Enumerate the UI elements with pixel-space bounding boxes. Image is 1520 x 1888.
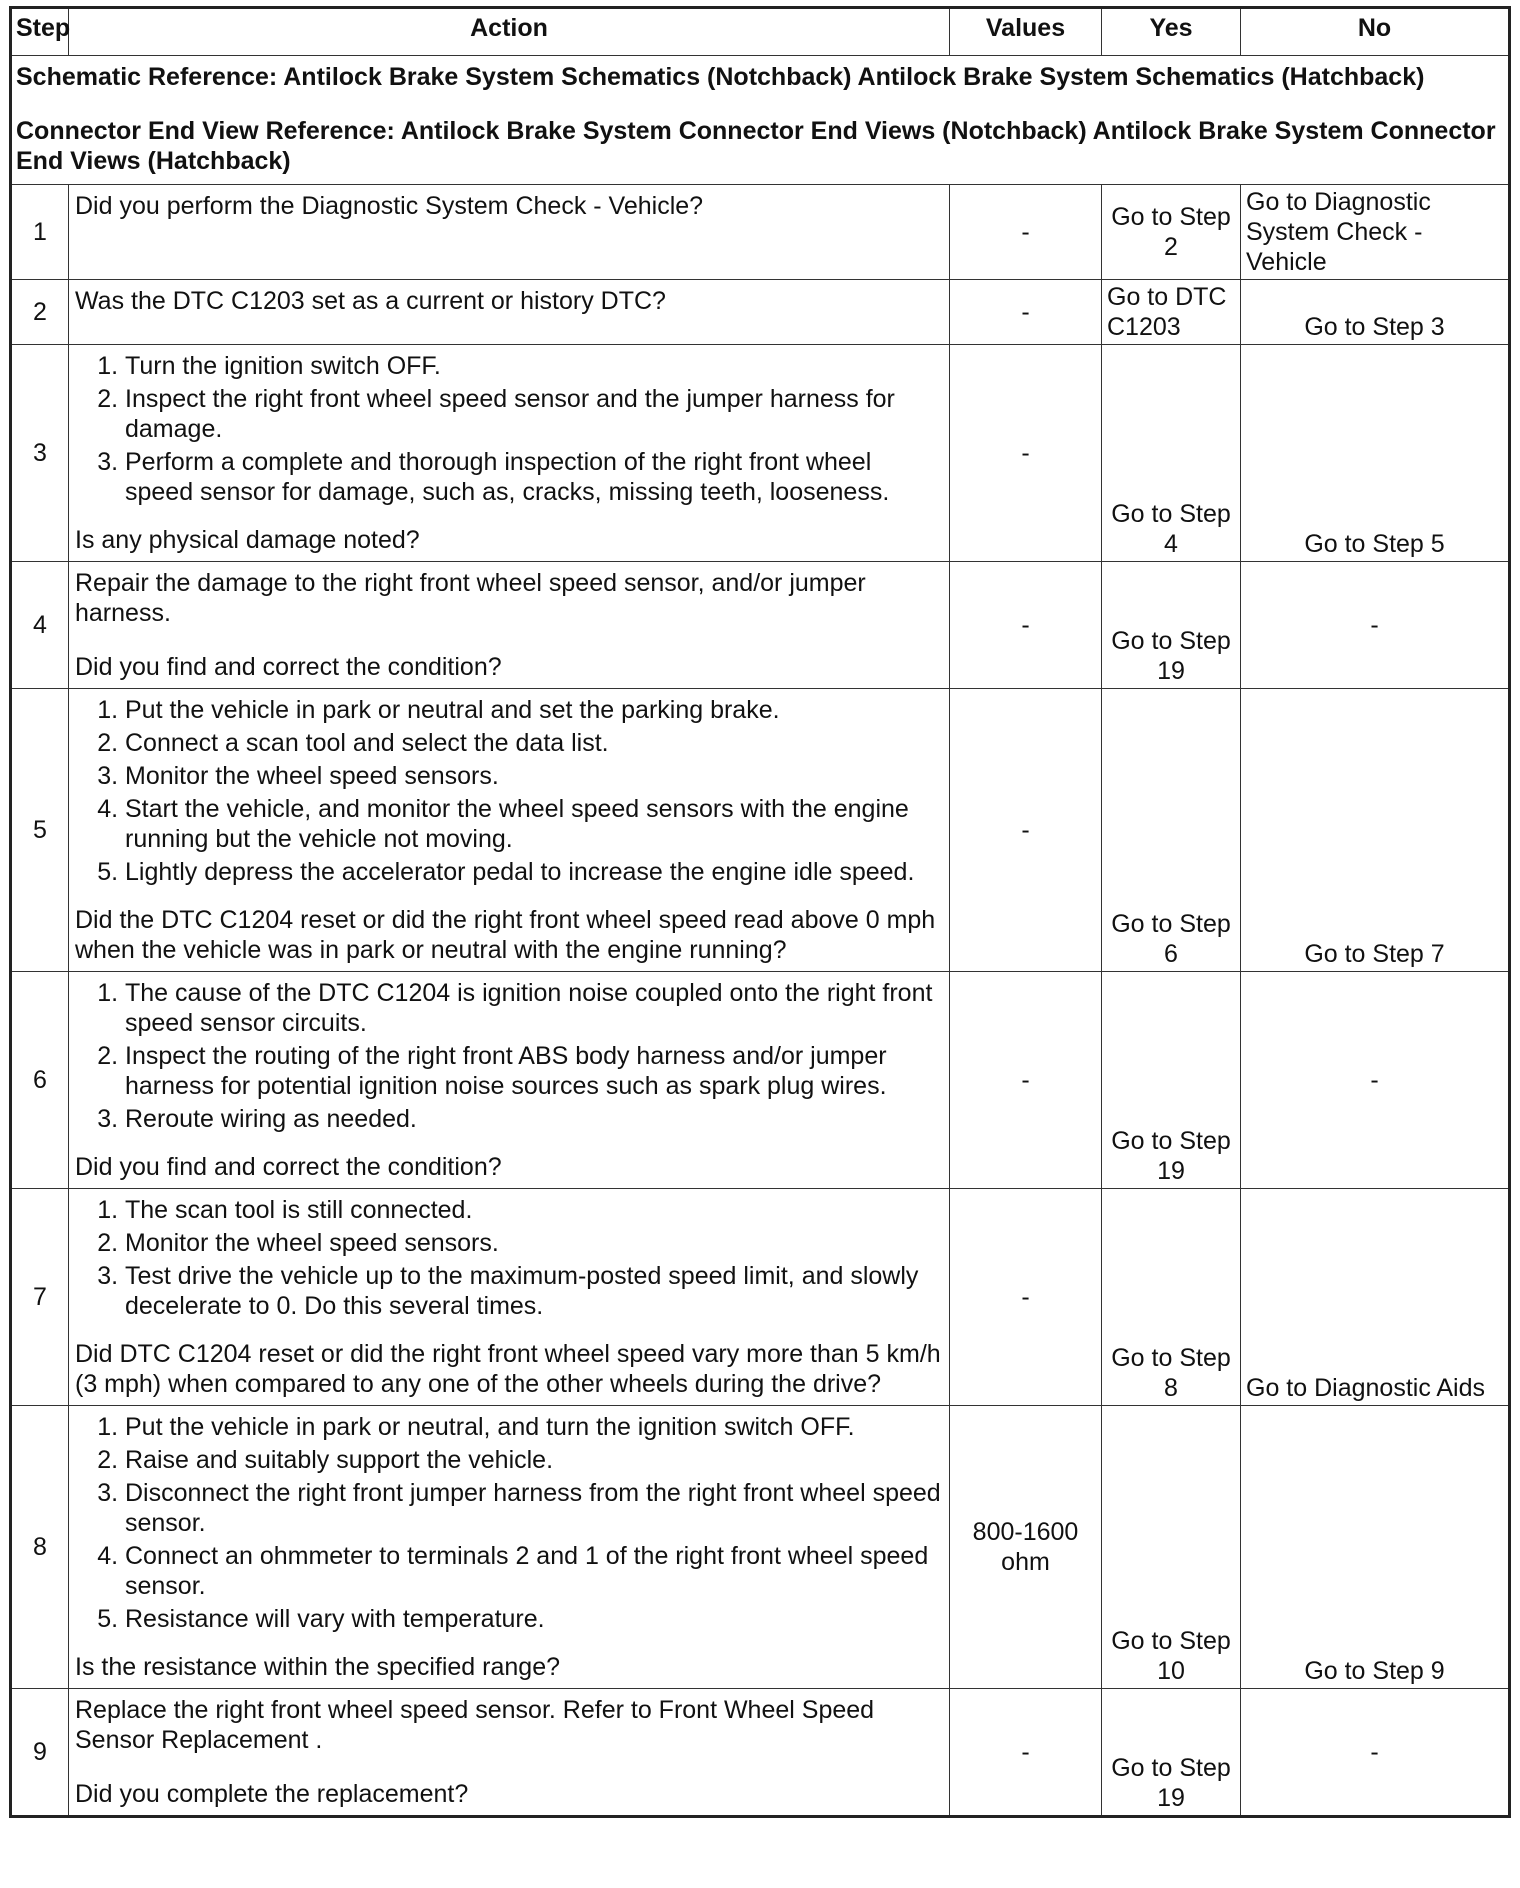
action-step-item: 5. Resistance will vary with temperature. [125, 1604, 943, 1634]
action-question: Did you complete the replacement? [75, 1780, 469, 1808]
step-yes: Go to Step 19 [1102, 1689, 1241, 1817]
step-no: Go to Step 3 [1241, 280, 1510, 345]
action-question: Did the DTC C1204 reset or did the right front wheel speed read above 0 mph when the vehicle was in park or neutral with the engine running? [75, 906, 936, 964]
reference-row [11, 56, 1510, 185]
step-row [11, 1689, 1510, 1817]
step-row [11, 185, 1510, 280]
action-step-item: 1. The cause of the DTC C1204 is ignition noise coupled onto the right front speed sensor circuits. [125, 978, 943, 1038]
action-steps-list [75, 1195, 943, 1321]
header-values: Values [950, 8, 1102, 56]
step-action [69, 562, 950, 689]
action-question: Is any physical damage noted? [75, 526, 420, 554]
step-no: - [1241, 562, 1510, 689]
step-row [11, 1189, 1510, 1406]
step-number: 3 [11, 345, 69, 562]
action-step-item: 3. Monitor the wheel speed sensors. [125, 761, 943, 791]
step-row [11, 345, 1510, 562]
step-value: - [950, 972, 1102, 1189]
step-number: 7 [11, 1189, 69, 1406]
step-value: 800-1600 ohm [950, 1406, 1102, 1689]
step-yes: Go to Step 10 [1102, 1406, 1241, 1689]
step-no: Go to Step 5 [1241, 345, 1510, 562]
step-yes: Go to Step 4 [1102, 345, 1241, 562]
step-action [69, 280, 950, 345]
step-yes: Go to DTC C1203 [1102, 280, 1241, 345]
step-no: Go to Diagnostic Aids [1241, 1189, 1510, 1406]
action-step-item: 1. Put the vehicle in park or neutral, and turn the ignition switch OFF. [125, 1412, 943, 1442]
step-number: 9 [11, 1689, 69, 1817]
step-no: Go to Diagnostic System Check - Vehicle [1241, 185, 1510, 280]
step-row [11, 280, 1510, 345]
action-step-item: 1. Turn the ignition switch OFF. [125, 351, 943, 381]
step-value: - [950, 280, 1102, 345]
step-yes: Go to Step 8 [1102, 1189, 1241, 1406]
step-number: 6 [11, 972, 69, 1189]
header-no: No [1241, 8, 1510, 56]
action-steps-list [75, 695, 943, 887]
step-action [69, 1406, 950, 1689]
action-step-item: 2. Connect a scan tool and select the data list. [125, 728, 943, 758]
step-no: - [1241, 972, 1510, 1189]
action-step-item: 5. Lightly depress the accelerator pedal to increase the engine idle speed. [125, 857, 943, 887]
header-yes: Yes [1102, 8, 1241, 56]
step-no: Go to Step 9 [1241, 1406, 1510, 1689]
action-question: Did DTC C1204 reset or did the right front wheel speed vary more than 5 km/h (3 mph) when compared to any one of the other wheels during the drive? [75, 1340, 941, 1398]
reference-cell [11, 56, 1510, 185]
action-intro: Did you perform the Diagnostic System Check - Vehicle? [75, 192, 704, 220]
step-action [69, 185, 950, 280]
step-yes: Go to Step 2 [1102, 185, 1241, 280]
action-intro: Replace the right front wheel speed sensor. Refer to Front Wheel Speed Sensor Replacement . [75, 1696, 875, 1754]
header-action: Action [69, 8, 950, 56]
step-value: - [950, 1189, 1102, 1406]
action-question: Did you find and correct the condition? [75, 1153, 502, 1181]
action-step-item: 2. Inspect the routing of the right front ABS body harness and/or jumper harness for potential ignition noise sources such as spark plug wires. [125, 1041, 943, 1101]
step-number: 8 [11, 1406, 69, 1689]
step-action [69, 689, 950, 972]
action-step-item: 1. Put the vehicle in park or neutral and set the parking brake. [125, 695, 943, 725]
step-action [69, 1689, 950, 1817]
action-step-item: 4. Start the vehicle, and monitor the wheel speed sensors with the engine running but the vehicle not moving. [125, 794, 943, 854]
header-row [11, 8, 1510, 56]
action-question: Is the resistance within the specified range? [75, 1653, 560, 1681]
step-number: 2 [11, 280, 69, 345]
action-steps-list [75, 1412, 943, 1634]
schematic-reference: Schematic Reference: Antilock Brake System Schematics (Notchback) Antilock Brake System Schematics (Hatchback) [16, 63, 1425, 91]
action-step-item: 2. Monitor the wheel speed sensors. [125, 1228, 943, 1258]
step-yes: Go to Step 19 [1102, 972, 1241, 1189]
step-yes: Go to Step 19 [1102, 562, 1241, 689]
action-intro: Was the DTC C1203 set as a current or history DTC? [75, 287, 666, 315]
step-row [11, 689, 1510, 972]
diagnostic-table-container [9, 6, 1508, 1818]
step-row [11, 562, 1510, 689]
step-action [69, 972, 950, 1189]
step-number: 1 [11, 185, 69, 280]
step-value: - [950, 345, 1102, 562]
action-step-item: 3. Disconnect the right front jumper harness from the right front wheel speed sensor. [125, 1478, 943, 1538]
step-yes: Go to Step 6 [1102, 689, 1241, 972]
action-steps-list [75, 351, 943, 507]
step-no: - [1241, 1689, 1510, 1817]
action-step-item: 2. Raise and suitably support the vehicle. [125, 1445, 943, 1475]
step-action [69, 1189, 950, 1406]
step-row [11, 1406, 1510, 1689]
step-value: - [950, 1689, 1102, 1817]
step-number: 4 [11, 562, 69, 689]
action-intro: Repair the damage to the right front wheel speed sensor, and/or jumper harness. [75, 569, 866, 627]
action-question: Did you find and correct the condition? [75, 653, 502, 681]
action-step-item: 1. The scan tool is still connected. [125, 1195, 943, 1225]
diagnostic-table [9, 6, 1511, 1818]
action-step-item: 3. Test drive the vehicle up to the maximum-posted speed limit, and slowly decelerate to 0. Do this several times. [125, 1261, 943, 1321]
action-steps-list [75, 978, 943, 1134]
step-value: - [950, 185, 1102, 280]
action-step-item: 2. Inspect the right front wheel speed sensor and the jumper harness for damage. [125, 384, 943, 444]
header-step: Step [11, 8, 69, 56]
action-step-item: 4. Connect an ohmmeter to terminals 2 and 1 of the right front wheel speed sensor. [125, 1541, 943, 1601]
step-value: - [950, 562, 1102, 689]
action-step-item: 3. Perform a complete and thorough inspection of the right front wheel speed sensor for damage, such as, cracks, missing teeth, looseness. [125, 447, 943, 507]
action-step-item: 3. Reroute wiring as needed. [125, 1104, 943, 1134]
step-no: Go to Step 7 [1241, 689, 1510, 972]
step-action [69, 345, 950, 562]
step-row [11, 972, 1510, 1189]
step-number: 5 [11, 689, 69, 972]
step-value: - [950, 689, 1102, 972]
connector-reference: Connector End View Reference: Antilock Brake System Connector End Views (Notchback) Antilock Brake System Connector End Views (Hatchback) [16, 117, 1496, 175]
